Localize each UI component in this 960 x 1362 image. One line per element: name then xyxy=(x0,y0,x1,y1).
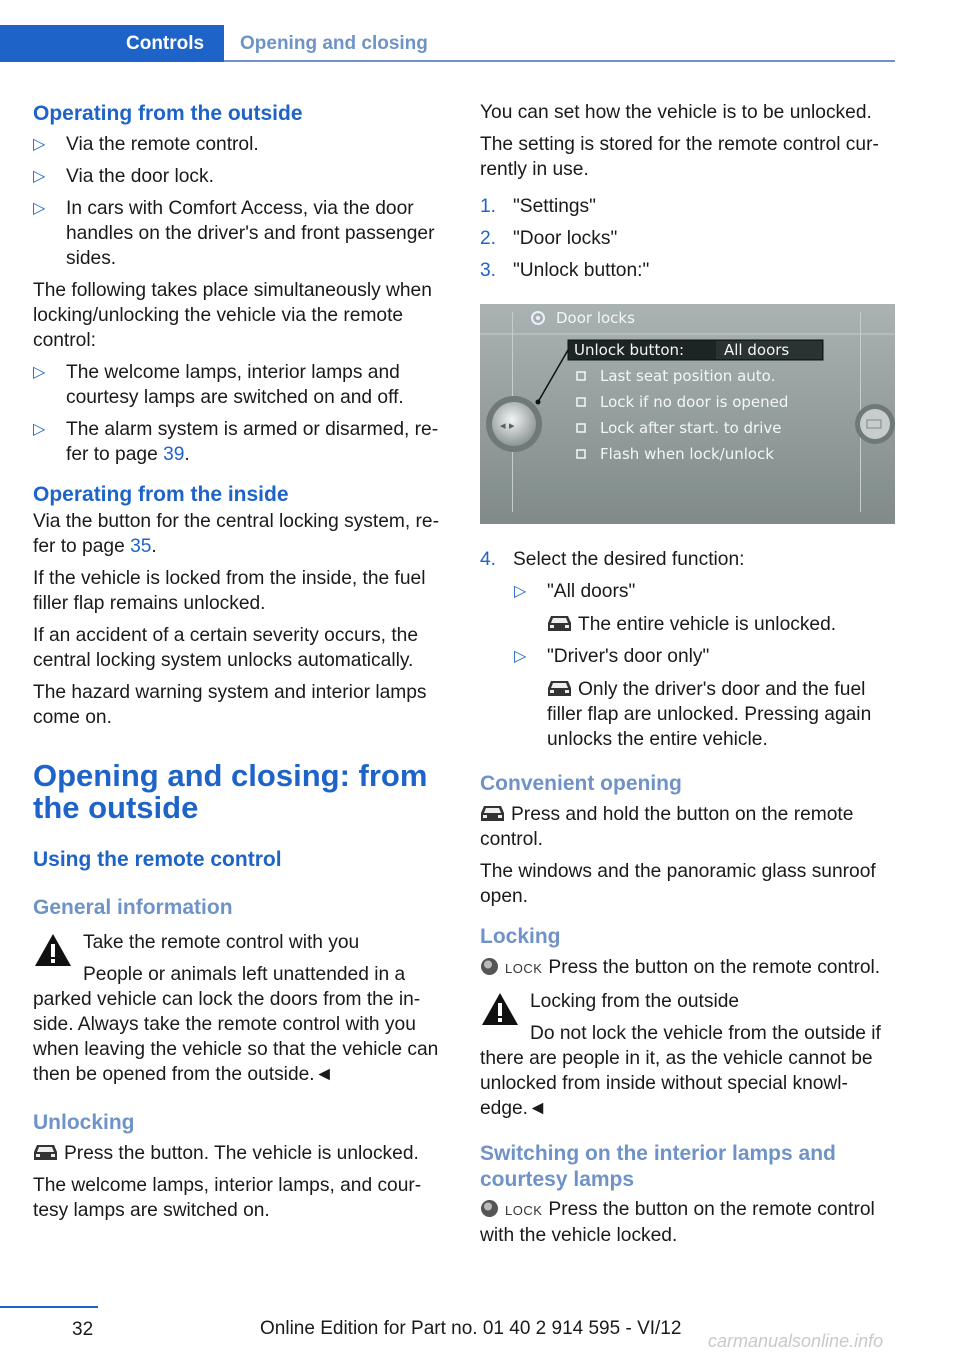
footer-rule xyxy=(0,1306,98,1308)
punct: . xyxy=(184,444,190,465)
steps-list-cont xyxy=(480,547,896,572)
page-link-35[interactable]: 35 xyxy=(130,536,152,557)
unlock-key-icon xyxy=(480,804,505,823)
screen-option[interactable]: Lock if no door is opened xyxy=(600,393,789,411)
option-desc-text: Only the driver's door and the fuel filler flap are unlocked. Pressing again unlocks the entire vehicle. xyxy=(547,679,872,750)
list-item xyxy=(33,360,449,410)
punct: . xyxy=(151,536,157,557)
idrive-screen xyxy=(480,304,895,524)
unlock-setting-text: You can set how the vehicle is to be unlocked. xyxy=(480,102,872,123)
triangle-bullet-icon: ▷ xyxy=(33,364,46,381)
step-number: 3. xyxy=(480,260,497,281)
heading-general-information: General information xyxy=(33,896,233,919)
list-item xyxy=(480,547,896,572)
convenient-text xyxy=(480,802,896,852)
unlock-key-icon xyxy=(33,1143,58,1162)
warning-body: Do not lock the vehicle from the outside if there are people in it, as the vehicle cannot be unlocked from inside without special knowledge.◄ xyxy=(480,1023,881,1119)
online-edition-text: Online Edition for Part no. 01 40 2 914 595 - VI/12 xyxy=(260,1318,682,1339)
controller-knob-icon[interactable] xyxy=(486,396,542,452)
list-item xyxy=(514,579,896,637)
screen-option[interactable]: Last seat position auto. xyxy=(600,367,776,385)
option-desc-text: The entire vehicle is unlocked. xyxy=(578,614,837,635)
warning-text xyxy=(33,962,449,1087)
triangle-bullet-icon: ▷ xyxy=(33,136,46,153)
warning-block xyxy=(33,930,449,1087)
triangle-bullet-icon: ▷ xyxy=(514,583,527,600)
switching-text xyxy=(480,1197,896,1248)
heading-unlocking: Unlocking xyxy=(33,1111,135,1134)
list-item-text: The welcome lamps, interior lamps and courtesy lamps are switched on and off. xyxy=(66,362,404,408)
heading-operating-outside: Operating from the outside xyxy=(33,102,303,125)
unlock-key-icon xyxy=(547,679,572,698)
watermark: carmanualsonline.info xyxy=(708,1331,884,1351)
lock-label: LOCK xyxy=(505,961,543,976)
screen-title: Door locks xyxy=(556,309,635,327)
option-label: "Driver's door only" xyxy=(547,646,710,667)
unlock-text xyxy=(33,1141,449,1166)
warning-triangle-icon xyxy=(33,932,73,968)
list-item xyxy=(33,196,449,271)
step-text: "Settings" xyxy=(513,196,596,217)
unlock-button-value[interactable]: All doors xyxy=(724,341,790,359)
inside-hazard-text: The hazard warning system and interior lamps come on. xyxy=(33,682,427,728)
list-item xyxy=(480,258,896,283)
unlock-lamps-text: The welcome lamps, interior lamps, and courtesy lamps are switched on. xyxy=(33,1175,422,1221)
inside-text xyxy=(33,509,449,559)
list-item xyxy=(514,644,896,752)
outside-list xyxy=(33,132,449,271)
unlock-key-icon xyxy=(547,614,572,633)
list-item xyxy=(33,164,449,189)
list-item-text: Via the door lock. xyxy=(66,166,214,187)
list-item xyxy=(33,417,449,467)
heading-switching-lamps: Switching on the interior lamps and courtesy lamps xyxy=(480,1142,836,1191)
list-item xyxy=(33,132,449,157)
inside-text-pre: Via the button for the central locking system, refer to page xyxy=(33,511,439,557)
page-header xyxy=(0,25,895,62)
steps-list xyxy=(480,194,896,283)
inside-fuel-text: If the vehicle is locked from the inside, the fuel filler flap remains unlocked. xyxy=(33,568,426,614)
unlock-text-body: Press the button. The vehicle is unlocked. xyxy=(64,1143,419,1164)
warning-body: People or animals left unattended in a parked vehicle can lock the doors from the inside. Always take the remote control with you when leaving the vehicle so that the vehicle can then be opened from the outside.◄ xyxy=(33,964,439,1085)
unlock-button-label: Unlock button: xyxy=(574,341,685,359)
page-link-39[interactable]: 39 xyxy=(163,444,185,465)
right-column xyxy=(480,100,896,1255)
list-item xyxy=(480,226,896,251)
list-item-text: The alarm system is armed or disarmed, refer to page xyxy=(66,419,439,465)
option-desc xyxy=(547,612,896,637)
locking-text xyxy=(480,955,896,981)
heading-locking: Locking xyxy=(480,925,561,948)
warning-block xyxy=(480,989,896,1121)
triangle-bullet-icon: ▷ xyxy=(33,168,46,185)
triangle-bullet-icon: ▷ xyxy=(33,421,46,438)
page-number: 32 xyxy=(72,1319,94,1340)
triangle-bullet-icon: ▷ xyxy=(514,648,527,665)
menu-button-icon[interactable] xyxy=(855,404,895,444)
simultaneous-text: The following takes place simultaneously when locking/unlocking the vehicle via the remote control: xyxy=(33,280,432,351)
convenient-windows-text: The windows and the panoramic glass sunroof open. xyxy=(480,861,876,907)
setting-stored-text: The setting is stored for the remote control currently in use. xyxy=(480,134,879,180)
option-desc xyxy=(547,677,896,752)
step-text: "Door locks" xyxy=(513,228,618,249)
step-number: 1. xyxy=(480,196,497,217)
step-number: 4. xyxy=(480,549,497,570)
simultaneous-list xyxy=(33,360,449,467)
svg-text:◂ ▸: ◂ ▸ xyxy=(500,419,515,432)
warning-title: Locking from the outside xyxy=(530,991,740,1012)
lock-button-icon xyxy=(480,957,499,976)
step-text: "Unlock button:" xyxy=(513,260,650,281)
step-number: 2. xyxy=(480,228,497,249)
triangle-bullet-icon: ▷ xyxy=(33,200,46,217)
locking-text-body: Press the button on the remote control. xyxy=(548,957,881,978)
list-item-text: In cars with Comfort Access, via the door handles on the driver's and front passenger sides. xyxy=(66,198,435,269)
tab-controls[interactable]: Controls xyxy=(0,25,224,62)
warning-title: Take the remote control with you xyxy=(83,932,360,953)
screen-option[interactable]: Flash when lock/unlock xyxy=(600,445,774,463)
lock-label: LOCK xyxy=(505,1203,543,1218)
step-text: Select the desired function: xyxy=(513,549,745,570)
screen-option[interactable]: Lock after start. to drive xyxy=(600,419,782,437)
function-options xyxy=(480,579,896,752)
convenient-text-body: Press and hold the button on the remote control. xyxy=(480,804,854,850)
inside-accident-text: If an accident of a certain severity occurs, the central locking system unlocks automatically. xyxy=(33,625,419,671)
tab-opening-closing[interactable]: Opening and closing xyxy=(240,33,428,54)
warning-triangle-icon xyxy=(480,991,520,1027)
lock-button-icon xyxy=(480,1199,499,1218)
list-item-text: Via the remote control. xyxy=(66,134,259,155)
heading-remote-control: Using the remote control xyxy=(33,848,282,871)
switching-text-body: Press the button on the remote control with the vehicle locked. xyxy=(480,1199,875,1246)
heading-opening-closing-outside: Opening and closing: from the outside xyxy=(33,758,428,825)
left-column xyxy=(33,100,449,1230)
heading-operating-inside: Operating from the inside xyxy=(33,483,289,506)
heading-convenient-opening: Convenient opening xyxy=(480,772,682,795)
list-item xyxy=(480,194,896,219)
option-label: "All doors" xyxy=(547,581,636,602)
